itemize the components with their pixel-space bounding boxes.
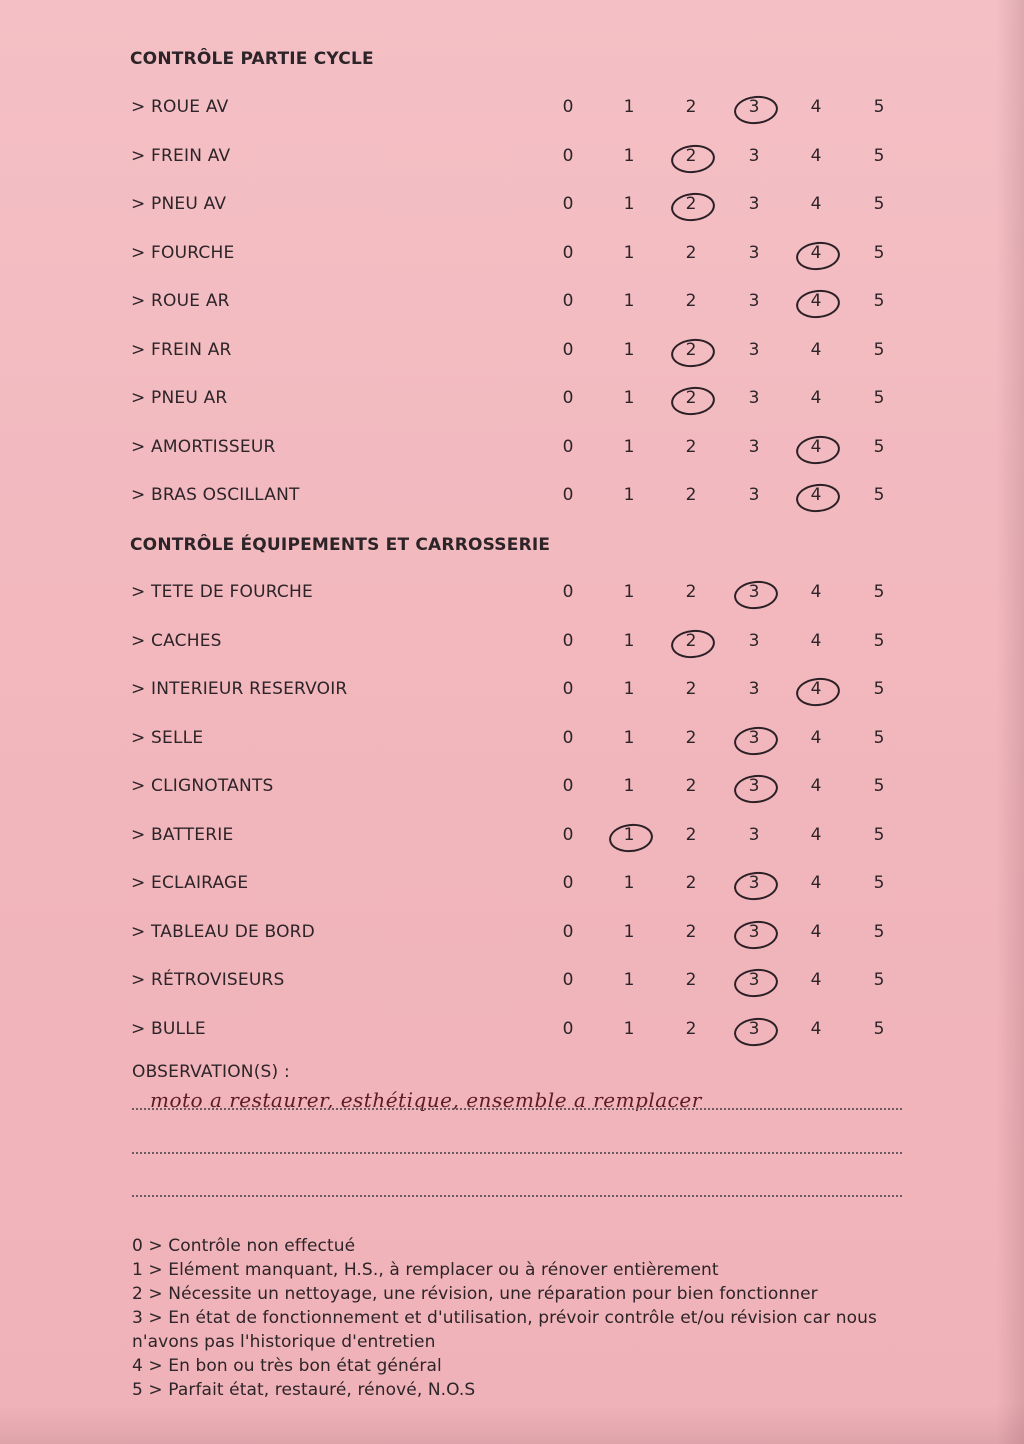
rating-option-4[interactable]: 4 — [810, 873, 822, 893]
rating-option-0[interactable]: 0 — [562, 145, 574, 166]
rating-option-3[interactable]: 3 — [748, 339, 760, 360]
row-label: > BRAS OSCILLANT — [131, 485, 300, 505]
rating-option-3[interactable]: 3 — [748, 824, 760, 845]
rating-option-5[interactable]: 5 — [873, 921, 885, 942]
observation-line-3 — [132, 1195, 902, 1197]
rating-row-batterie — [0, 825, 1024, 855]
rating-option-1[interactable]: 1 — [623, 776, 635, 796]
rating-option-2[interactable]: 2 — [685, 97, 697, 117]
row-label: > SELLE — [131, 727, 204, 748]
rating-option-3[interactable]: 3 — [748, 485, 760, 505]
selected-rating-circle — [733, 870, 780, 902]
rating-option-1[interactable]: 1 — [623, 242, 635, 263]
row-label: > ROUE AV — [131, 97, 229, 117]
rating-option-3[interactable]: 3 — [748, 582, 760, 602]
rating-option-1[interactable]: 1 — [623, 727, 635, 748]
rating-option-5[interactable]: 5 — [873, 291, 885, 311]
rating-option-1[interactable]: 1 — [623, 97, 635, 117]
rating-option-2[interactable]: 2 — [685, 630, 697, 651]
rating-option-4[interactable]: 4 — [810, 145, 822, 166]
observations-label: OBSERVATION(S) : — [132, 1062, 290, 1082]
rating-option-1[interactable]: 1 — [623, 436, 635, 457]
section-title-equipment: CONTRÔLE ÉQUIPEMENTS ET CARROSSERIE — [130, 535, 551, 555]
selected-rating-circle — [795, 482, 842, 514]
rating-option-1[interactable]: 1 — [623, 339, 635, 360]
rating-option-3[interactable]: 3 — [748, 630, 760, 651]
rating-option-5[interactable]: 5 — [873, 194, 885, 214]
selected-rating-circle — [733, 773, 780, 805]
legend-item-0: 0 > Contrôle non effectué — [132, 1236, 356, 1256]
rating-option-5[interactable]: 5 — [873, 388, 885, 408]
rating-option-3[interactable]: 3 — [748, 1018, 760, 1039]
rating-option-0[interactable]: 0 — [562, 776, 574, 796]
rating-option-5[interactable]: 5 — [873, 776, 885, 796]
observations-handwritten-text: moto a restaurer, esthétique, ensemble a remplacer — [150, 1088, 702, 1112]
legend-item-4: 4 > En bon ou très bon état général — [132, 1356, 442, 1376]
rating-option-2[interactable]: 2 — [685, 145, 697, 166]
rating-option-1[interactable]: 1 — [623, 194, 635, 214]
rating-option-2[interactable]: 2 — [685, 436, 697, 457]
selected-rating-circle — [733, 724, 780, 756]
rating-option-1[interactable]: 1 — [623, 145, 635, 166]
rating-option-0[interactable]: 0 — [562, 485, 574, 505]
rating-option-0[interactable]: 0 — [562, 97, 574, 117]
rating-option-2[interactable]: 2 — [685, 776, 697, 796]
rating-option-1[interactable]: 1 — [623, 291, 635, 311]
rating-option-3[interactable]: 3 — [748, 776, 760, 796]
rating-row-bulle — [0, 1019, 1024, 1049]
rating-option-5[interactable]: 5 — [873, 485, 885, 505]
rating-option-3[interactable]: 3 — [748, 291, 760, 311]
paper-bottom-shadow — [0, 1404, 1024, 1444]
rating-option-0[interactable]: 0 — [562, 921, 574, 942]
rating-row-bras-oscillant — [0, 485, 1024, 515]
selected-rating-circle — [733, 967, 780, 999]
row-label: > FREIN AV — [131, 145, 231, 166]
rating-option-4[interactable]: 4 — [810, 436, 822, 457]
row-label: > BATTERIE — [131, 824, 234, 845]
rating-option-4[interactable]: 4 — [810, 582, 822, 602]
rating-row-roue-ar — [0, 291, 1024, 321]
rating-option-3[interactable]: 3 — [748, 727, 760, 748]
rating-option-2[interactable]: 2 — [685, 339, 697, 360]
rating-option-2[interactable]: 2 — [685, 485, 697, 505]
rating-option-2[interactable]: 2 — [685, 242, 697, 263]
legend-item-3: 3 > En état de fonctionnement et d'utilisation, prévoir contrôle et/ou révision car nous n'avons pas l'historique d'entretien — [132, 1308, 877, 1352]
row-label: > ROUE AR — [131, 291, 230, 311]
rating-row-caches — [0, 631, 1024, 661]
selected-rating-circle — [733, 1015, 780, 1047]
rating-row-interieur-reservoir — [0, 679, 1024, 709]
rating-option-2[interactable]: 2 — [685, 582, 697, 602]
selected-rating-circle — [795, 288, 842, 320]
rating-option-0[interactable]: 0 — [562, 824, 574, 845]
rating-option-1[interactable]: 1 — [623, 485, 635, 505]
rating-row-r-troviseurs — [0, 970, 1024, 1000]
rating-row-fourche — [0, 243, 1024, 273]
rating-option-1[interactable]: 1 — [623, 921, 635, 942]
rating-row-clignotants — [0, 776, 1024, 806]
rating-option-4[interactable]: 4 — [810, 970, 822, 990]
rating-option-1[interactable]: 1 — [623, 582, 635, 602]
rating-option-3[interactable]: 3 — [748, 436, 760, 457]
rating-option-3[interactable]: 3 — [748, 970, 760, 990]
rating-option-0[interactable]: 0 — [562, 194, 574, 214]
rating-row-tete-de-fourche — [0, 582, 1024, 612]
rating-option-0[interactable]: 0 — [562, 388, 574, 408]
selected-rating-circle — [733, 579, 780, 611]
rating-option-4[interactable]: 4 — [810, 679, 822, 699]
rating-option-4[interactable]: 4 — [810, 824, 822, 845]
selected-rating-circle — [670, 385, 717, 417]
rating-option-5[interactable]: 5 — [873, 727, 885, 748]
rating-option-5[interactable]: 5 — [873, 630, 885, 651]
rating-option-3[interactable]: 3 — [748, 921, 760, 942]
rating-option-4[interactable]: 4 — [810, 97, 822, 117]
row-label: > INTERIEUR RESERVOIR — [131, 679, 348, 699]
rating-option-3[interactable]: 3 — [748, 242, 760, 263]
rating-option-5[interactable]: 5 — [873, 242, 885, 263]
selected-rating-circle — [670, 627, 717, 659]
row-label: > CACHES — [131, 630, 222, 651]
rating-option-3[interactable]: 3 — [748, 145, 760, 166]
row-label: > TABLEAU DE BORD — [131, 921, 315, 942]
rating-row-pneu-av — [0, 194, 1024, 224]
rating-option-4[interactable]: 4 — [810, 485, 822, 505]
rating-row-eclairage — [0, 873, 1024, 903]
row-label: > PNEU AR — [131, 388, 228, 408]
rating-option-0[interactable]: 0 — [562, 727, 574, 748]
observation-line-1 — [132, 1108, 902, 1110]
rating-option-2[interactable]: 2 — [685, 727, 697, 748]
selected-rating-circle — [795, 239, 842, 271]
row-label: > CLIGNOTANTS — [131, 776, 274, 796]
rating-option-5[interactable]: 5 — [873, 582, 885, 602]
rating-option-2[interactable]: 2 — [685, 824, 697, 845]
rating-option-4[interactable]: 4 — [810, 339, 822, 360]
legend-item-5: 5 > Parfait état, restauré, rénové, N.O.S — [132, 1380, 476, 1400]
observation-line-2 — [132, 1152, 902, 1154]
rating-option-5[interactable]: 5 — [873, 1018, 885, 1039]
rating-option-0[interactable]: 0 — [562, 970, 574, 990]
rating-option-3[interactable]: 3 — [748, 873, 760, 893]
rating-option-2[interactable]: 2 — [685, 873, 697, 893]
row-label: > RÉTROVISEURS — [131, 970, 285, 990]
rating-option-5[interactable]: 5 — [873, 824, 885, 845]
rating-option-5[interactable]: 5 — [873, 145, 885, 166]
rating-option-3[interactable]: 3 — [748, 194, 760, 214]
rating-option-0[interactable]: 0 — [562, 242, 574, 263]
rating-option-0[interactable]: 0 — [562, 873, 574, 893]
row-label: > TETE DE FOURCHE — [131, 582, 313, 602]
row-label: > AMORTISSEUR — [131, 436, 276, 457]
selected-rating-circle — [733, 918, 780, 950]
rating-row-selle — [0, 728, 1024, 758]
rating-option-4[interactable]: 4 — [810, 291, 822, 311]
rating-row-amortisseur — [0, 437, 1024, 467]
rating-option-5[interactable]: 5 — [873, 679, 885, 699]
selected-rating-circle — [733, 94, 780, 126]
rating-option-0[interactable]: 0 — [562, 436, 574, 457]
row-label: > FREIN AR — [131, 339, 232, 360]
selected-rating-circle — [795, 433, 842, 465]
selected-rating-circle — [670, 191, 717, 223]
rating-option-1[interactable]: 1 — [623, 630, 635, 651]
rating-option-4[interactable]: 4 — [810, 630, 822, 651]
rating-option-0[interactable]: 0 — [562, 582, 574, 602]
rating-option-4[interactable]: 4 — [810, 776, 822, 796]
rating-option-2[interactable]: 2 — [685, 970, 697, 990]
rating-option-0[interactable]: 0 — [562, 339, 574, 360]
rating-row-tableau-de-bord — [0, 922, 1024, 952]
rating-row-frein-ar — [0, 340, 1024, 370]
rating-option-0[interactable]: 0 — [562, 679, 574, 699]
selected-rating-circle — [670, 142, 717, 174]
rating-row-frein-av — [0, 146, 1024, 176]
row-label: > PNEU AV — [131, 194, 227, 214]
rating-option-1[interactable]: 1 — [623, 824, 635, 845]
rating-option-2[interactable]: 2 — [685, 388, 697, 408]
rating-option-4[interactable]: 4 — [810, 388, 822, 408]
rating-option-1[interactable]: 1 — [623, 873, 635, 893]
rating-option-4[interactable]: 4 — [810, 1018, 822, 1039]
rating-option-2[interactable]: 2 — [685, 679, 697, 699]
rating-option-0[interactable]: 0 — [562, 291, 574, 311]
rating-option-5[interactable]: 5 — [873, 970, 885, 990]
rating-option-0[interactable]: 0 — [562, 1018, 574, 1039]
rating-option-4[interactable]: 4 — [810, 727, 822, 748]
rating-option-0[interactable]: 0 — [562, 630, 574, 651]
rating-option-3[interactable]: 3 — [748, 97, 760, 117]
rating-option-4[interactable]: 4 — [810, 194, 822, 214]
legend-item-2: 2 > Nécessite un nettoyage, une révision, une réparation pour bien fonctionner — [132, 1284, 818, 1304]
rating-option-5[interactable]: 5 — [873, 97, 885, 117]
rating-option-1[interactable]: 1 — [623, 1018, 635, 1039]
rating-option-1[interactable]: 1 — [623, 679, 635, 699]
rating-option-3[interactable]: 3 — [748, 388, 760, 408]
rating-option-5[interactable]: 5 — [873, 339, 885, 360]
row-label: > FOURCHE — [131, 242, 235, 263]
section-title-cycle: CONTRÔLE PARTIE CYCLE — [130, 49, 374, 69]
rating-option-4[interactable]: 4 — [810, 921, 822, 942]
rating-row-pneu-ar — [0, 388, 1024, 418]
legend-item-1: 1 > Elément manquant, H.S., à remplacer ou à rénover entièrement — [132, 1260, 719, 1280]
rating-option-2[interactable]: 2 — [685, 1018, 697, 1039]
rating-option-5[interactable]: 5 — [873, 873, 885, 893]
rating-option-3[interactable]: 3 — [748, 679, 760, 699]
rating-option-5[interactable]: 5 — [873, 436, 885, 457]
selected-rating-circle — [795, 676, 842, 708]
rating-option-1[interactable]: 1 — [623, 970, 635, 990]
selected-rating-circle — [670, 336, 717, 368]
rating-option-2[interactable]: 2 — [685, 291, 697, 311]
rating-option-2[interactable]: 2 — [685, 921, 697, 942]
row-label: > BULLE — [131, 1018, 206, 1039]
rating-legend — [132, 1234, 902, 1402]
row-label: > ECLAIRAGE — [131, 873, 249, 893]
rating-option-4[interactable]: 4 — [810, 242, 822, 263]
selected-rating-circle — [608, 821, 655, 853]
rating-row-roue-av — [0, 97, 1024, 127]
rating-option-1[interactable]: 1 — [623, 388, 635, 408]
rating-option-2[interactable]: 2 — [685, 194, 697, 214]
